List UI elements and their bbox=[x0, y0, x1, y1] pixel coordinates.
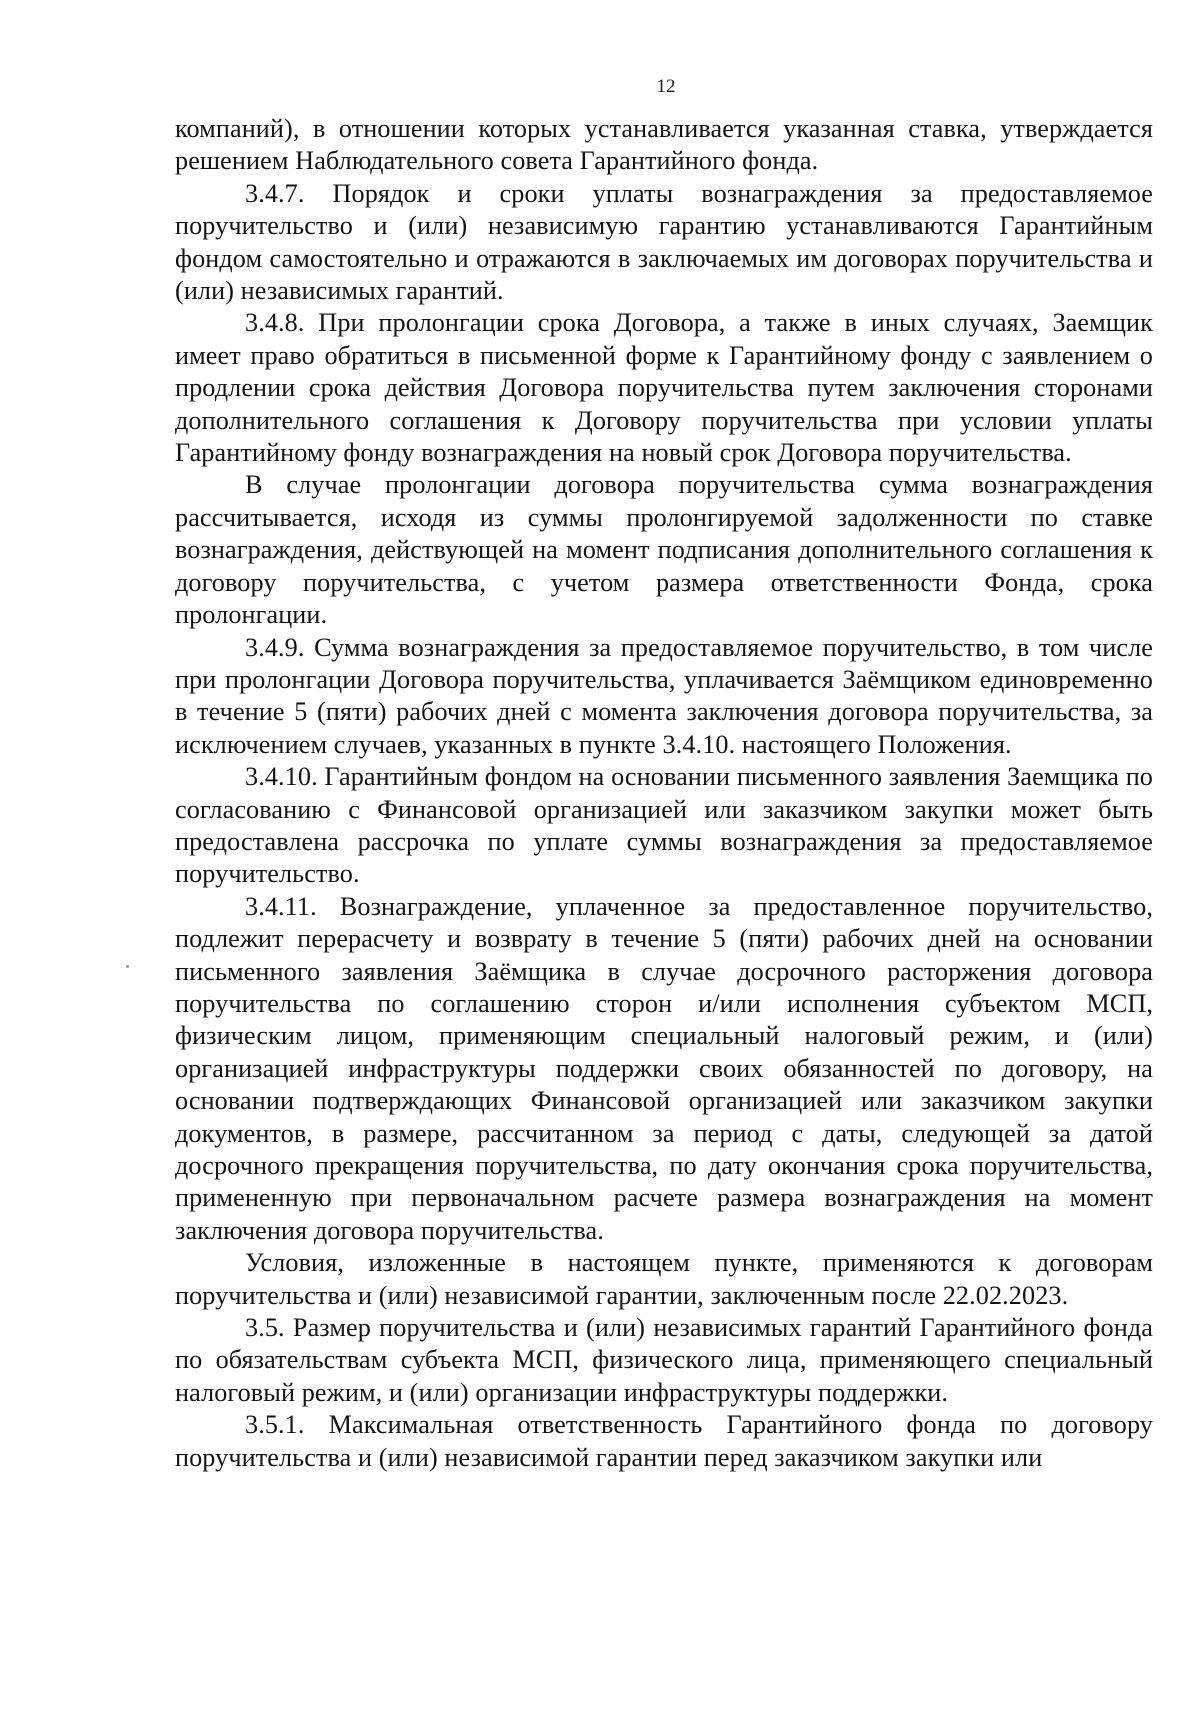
scan-speck bbox=[126, 965, 129, 968]
page-number: 12 bbox=[656, 76, 676, 97]
paragraph-3-5-1: 3.5.1. Максимальная ответственность Гарантийного фонда по договору поручительства и (или) независимой гарантии перед заказчиком закупки или bbox=[175, 1410, 1153, 1472]
paragraph-3-4-9: 3.4.9. Сумма вознаграждения за предоставляемое поручительство, в том числе при пролонгации Договора поручительства, уплачивается Заёмщиком единовременно в течение 5 (пяти) рабочих дней с момента заключения договора поручительства, за исключением случаев, указанных в пункте 3.4.10. настоящего Положения. bbox=[175, 632, 1153, 759]
paragraph-3-4-8: 3.4.8. При пролонгации срока Договора, а также в иных случаях, Заемщик имеет право обратиться в письменной форме к Гарантийному фонду с заявлением о продлении срока действия Договора поручительства путем заключения сторонами дополнительного соглашения к Договору поручительства при условии уплаты Гарантийному фонду вознаграждения на новый срок Договора поручительства. bbox=[175, 308, 1153, 468]
document-body bbox=[175, 113, 1153, 1474]
paragraph-prolongation-case: В случае пролонгации договора поручительства сумма вознаграждения рассчитывается, исходя из суммы пролонгируемой задолженности по ставке вознаграждения, действующей на момент подписания дополнительного соглашения к договору поручительства, с учетом размера ответственности Фонда, срока пролонгации. bbox=[175, 470, 1153, 630]
paragraph-3-4-10: 3.4.10. Гарантийным фондом на основании письменного заявления Заемщика по согласованию с Финансовой организацией или заказчиком закупки может быть предоставлена рассрочка по уплате суммы вознаграждения за предоставляемое поручительство. bbox=[175, 762, 1153, 889]
paragraph-conditions: Условия, изложенные в настоящем пункте, применяются к договорам поручительства и (или) независимой гарантии, заключенным после 22.02.2023. bbox=[175, 1248, 1153, 1310]
paragraph-3-4-7: 3.4.7. Порядок и сроки уплаты вознаграждения за предоставляемое поручительство и (или) независимую гарантию устанавливаются Гарантийным фондом самостоятельно и отражаются в заключаемых им договорах поручительства и (или) независимых гарантий. bbox=[175, 178, 1153, 306]
paragraph-3-4-11: 3.4.11. Вознаграждение, уплаченное за предоставленное поручительство, подлежит перерасчету и возврату в течение 5 (пяти) рабочих дней на основании письменного заявления Заёмщика в случае досрочного расторжения договора поручительства по соглашению сторон и/или исполнения субъектом МСП, физическим лицом, применяющим специальный налоговый режим, и (или) организацией инфраструктуры поддержки своих обязанностей по договору, на основании подтверждающих Финансовой организацией или заказчиком закупки документов, в размере, рассчитанном за период с даты, следующей за датой досрочного прекращения поручительства, по дату окончания срока поручительства, примененную при первоначальном расчете размера вознаграждения на момент заключения договора поручительства. bbox=[175, 891, 1153, 1245]
paragraph-continuation: компаний), в отношении которых устанавливается указанная ставка, утверждается решением Наблюдательного совета Гарантийного фонда. bbox=[175, 114, 1153, 176]
paragraph-3-5: 3.5. Размер поручительства и (или) независимых гарантий Гарантийного фонда по обязательствам субъекта МСП, физического лица, применяющего специальный налоговый режим, и (или) организации инфраструктуры поддержки. bbox=[175, 1313, 1153, 1407]
